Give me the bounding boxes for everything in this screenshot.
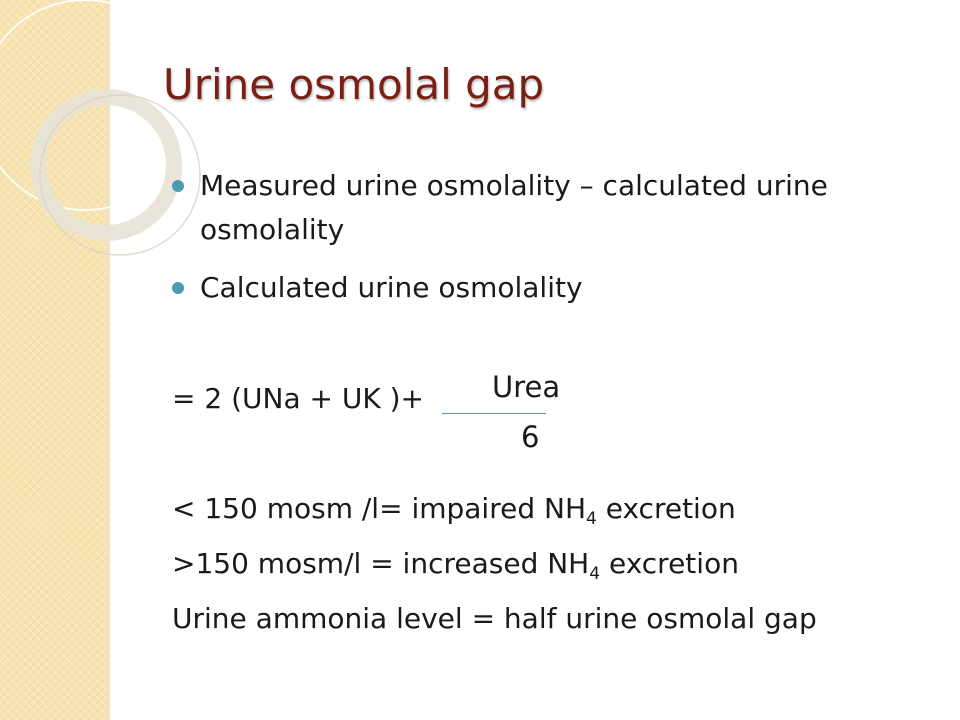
fraction-denominator: 6 [521, 420, 540, 454]
bullet-text-continued: osmolality [200, 213, 345, 246]
threshold-line: < 150 mosm /l= impaired $NH_4$ excretion [172, 492, 736, 529]
bullet-text: Calculated urine osmolality [200, 271, 583, 304]
threshold-line: >150 mosm/l = increased $NH_4$ excretion [172, 547, 739, 584]
formula-lhs: = 2 (UNa + UK )+ [172, 382, 424, 415]
slide-title: Urine osmolal gap [163, 60, 545, 109]
subscript: 4 [589, 564, 601, 584]
subscript: 4 [586, 509, 597, 529]
fraction-numerator: Urea [492, 370, 561, 404]
bullet-icon [172, 180, 184, 192]
ammonia-line: Urine ammonia level = half urine osmolal gap [172, 602, 817, 635]
bullet-text: Measured urine osmolality – calculated urine [200, 169, 828, 202]
fraction-bar [442, 413, 546, 414]
bullet-icon [172, 282, 184, 294]
